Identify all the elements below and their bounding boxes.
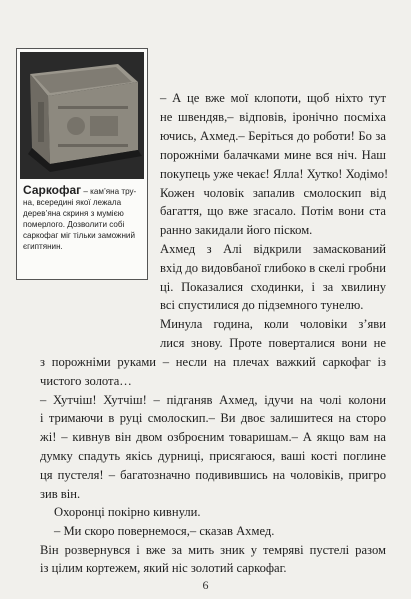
- text-line: порожніми балачками мине вся ніч. Наш: [160, 148, 386, 162]
- text-line: Охоронці покірно кивнули.: [54, 505, 201, 519]
- sarcophagus-caption: [23, 185, 143, 252]
- text-line: ранно закидали його піском.: [160, 223, 313, 237]
- sidebar-box: [16, 48, 148, 280]
- text-line: ці. Показалися сходинки, і за хвилину: [160, 280, 386, 294]
- text-line: – А це вже мої клопоти, щоб ніхто тут: [160, 91, 386, 105]
- text-line: вхід до видовбаної глибоко в скелі гробни: [160, 261, 386, 275]
- sarcophagus-photo: [20, 52, 144, 179]
- caption-definition: – кам’яна труна, всередині якої лежала дерев’яна скриня з мумією померлого. Дозволити собі саркофаг міг тільки заможний єгиптянин.: [23, 187, 137, 251]
- caption-term: Саркофаг: [23, 183, 82, 197]
- text-line: жі! – кивнув він двом озброєним товаришам.– А якщо вам на: [40, 430, 386, 444]
- text-line: Минула година, коли чоловіки з’яви: [160, 317, 386, 331]
- text-line: всі спустилися до підземного тунелю.: [160, 298, 364, 312]
- text-line: багаття, що вже згасало. Потім вони ста: [160, 204, 386, 218]
- text-line: Ахмед з Алі відкрили замаскований: [160, 242, 386, 256]
- sarcophagus-illustration: [20, 52, 144, 179]
- text-line: і тримаючи в руці смолоскип.– Ви двоє залишитеся на сторо: [40, 411, 386, 425]
- text-line: з порожніми руками – несли на плечах важкий саркофаг із: [40, 355, 386, 369]
- text-line: із цілим кортежем, який ніс золотий саркофаг.: [40, 561, 287, 575]
- text-line: Він розвернувся і вже за мить зник у темряві пустелі разом: [40, 543, 386, 557]
- text-line: зив він.: [40, 487, 81, 501]
- text-line: Кожен чоловік запалив смолоскип від: [160, 186, 386, 200]
- text-line: ця пустеля! – багатозначно подивившись на чоловіків, пригро: [40, 468, 386, 482]
- text-line: покупець уже чекає! Ялла! Хутко! Ходімо!: [160, 167, 389, 181]
- text-line: лися знову. Проте поверталися вони не: [160, 336, 386, 350]
- text-line: – Ми скоро повернемося,– сказав Ахмед.: [54, 524, 275, 538]
- page-number: 6: [202, 578, 209, 592]
- text-line: ючись, Ахмед.– Беріться до роботи! Бо за: [160, 129, 386, 143]
- text-line: – Хутчіш! Хутчіш! – підганяв Ахмед, ідучи на чолі колони: [40, 393, 386, 407]
- text-line: чистого золота…: [40, 374, 132, 388]
- text-line: думку спадуть якісь дурниці, присягаюся, ваші кості поглине: [40, 449, 386, 463]
- text-line: не швендяв,– відповів, іронічно посміха: [160, 110, 386, 124]
